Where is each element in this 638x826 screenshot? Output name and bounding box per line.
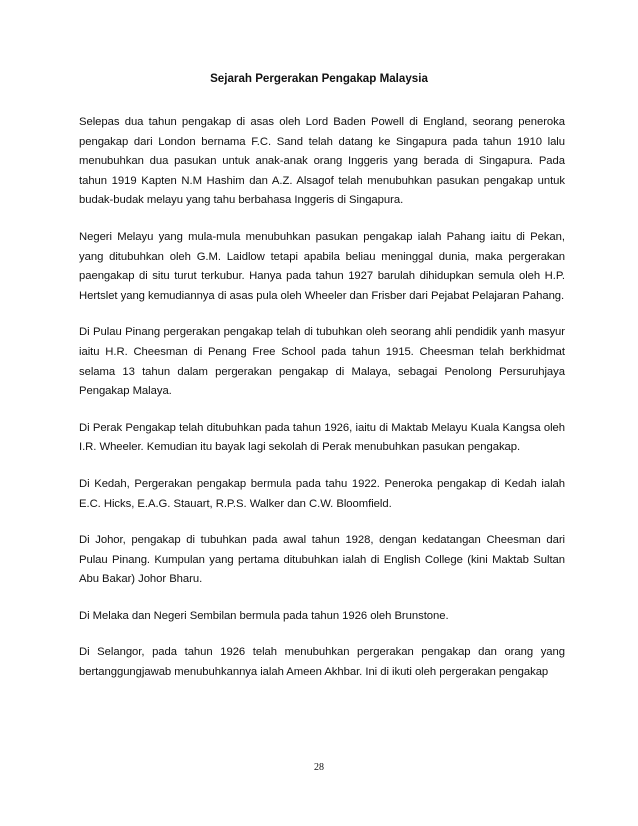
paragraph-pahang: Negeri Melayu yang mula-mula menubuhkan pasukan pengakap ialah Pahang iaitu di Pekan, yang ditubuhkan oleh G.M. Laidlow tetapi apabila beliau meninggal dunia, maka pergerakan paengakap di situ turut terkubur. Hanya pada tahun 1927 barulah dihidupkan semula oleh H.P. Hertslet yang kemudiannya di asas pula oleh Wheeler dan Frisber dari Pejabat Pelajaran Pahang. [79,230,565,302]
paragraph-selangor: Di Selangor, pada tahun 1926 telah menubuhkan pergerakan pengakap dan orang yang bertanggungjawab menubuhkannya ialah Ameen Akhbar. Ini di ikuti oleh pergerakan pengakap [79,646,565,679]
paragraph-pulau-pinang: Di Pulau Pinang pergerakan pengakap telah di tubuhkan oleh seorang ahli pendidik yanh masyur iaitu H.R. Cheesman di Penang Free School pada tahun 1915. Cheesman telah berkhidmat selama 13 tahun dalam pergerakan pengakap di Malaya, sebagai Penolong Persuruhjaya Pengakap Malaya. [79,326,565,398]
page-title: Sejarah Pergerakan Pengakap Malaysia [210,72,428,85]
page-number: 28 [314,762,324,773]
paragraph-melaka-negeri-sembilan: Di Melaka dan Negeri Sembilan bermula pada tahun 1926 oleh Brunstone. [79,609,449,622]
paragraph-singapura: Selepas dua tahun pengakap di asas oleh Lord Baden Powell di England, seorang peneroka pengakap dari London bernama F.C. Sand telah datang ke Singapura pada tahun 1910 lalu menubuhkan dua pasukan untuk anak-anak orang Inggeris yang berada di Singapura. Pada tahun 1919 Kapten N.M Hashim dan A.Z. Alsagof telah menubuhkan pasukan pengakap untuk budak-budak melayu yang tahu berbahasa Inggeris di Singapura. [79,116,565,207]
paragraph-kedah: Di Kedah, Pergerakan pengakap bermula pada tahu 1922. Peneroka pengakap di Kedah ialah E.C. Hicks, E.A.G. Stauart, R.P.S. Walker dan C.W. Bloomfield. [79,477,565,510]
paragraph-perak: Di Perak Pengakap telah ditubuhkan pada tahun 1926, iaitu di Maktab Melayu Kuala Kangsa oleh I.R. Wheeler. Kemudian itu bayak lagi sekolah di Perak menubuhkan pasukan pengakap. [79,421,565,454]
paragraph-johor: Di Johor, pengakap di tubuhkan pada awal tahun 1928, dengan kedatangan Cheesman dari Pulau Pinang. Kumpulan yang pertama ditubuhkan ialah di English College (kini Maktab Sultan Abu Bakar) Johor Bharu. [79,534,565,586]
document-body [79,113,565,700]
